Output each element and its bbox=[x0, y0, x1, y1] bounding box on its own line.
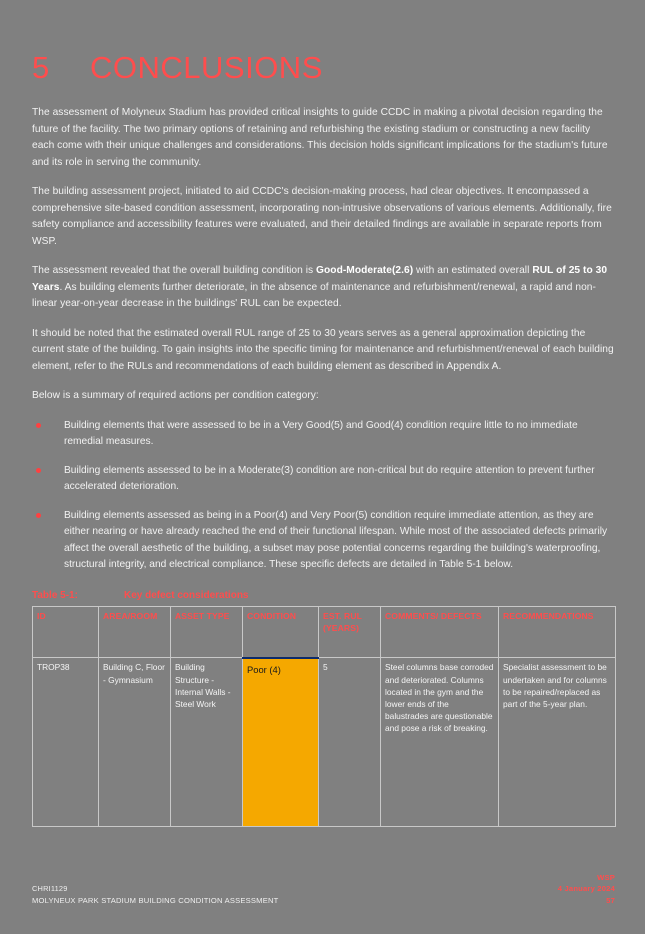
bullet-dot-icon bbox=[36, 423, 41, 428]
overall-rul-value: RUL of 25 to 30 Years bbox=[32, 265, 608, 293]
table-header-id: ID bbox=[33, 606, 99, 658]
footer-date: 4 January 2024 bbox=[557, 884, 615, 894]
bullet-dot-icon bbox=[36, 513, 41, 518]
paragraph-3-part-3: . As building elements further deteriorate, in the absence of maintenance and refurbishment/renewal, a rapid and non-linear year-on-year decrease in the buildings' RUL can be expected. bbox=[32, 281, 596, 310]
table-header-row bbox=[33, 606, 616, 658]
paragraph-3 bbox=[32, 263, 615, 313]
list-item-text: Building elements assessed to be in a Moderate(3) condition are non-critical but do require attention to prevent further accelerated deterioration. bbox=[64, 464, 595, 493]
page-footer bbox=[32, 872, 615, 906]
footer-right bbox=[558, 872, 615, 906]
table-header-est-rul: EST. RUL (YEARS) bbox=[319, 606, 381, 658]
page-title bbox=[32, 52, 615, 83]
table-header-condition: CONDITION bbox=[243, 606, 319, 658]
list-item-text: Building elements that were assessed to be in a Very Good(5) and Good(4) condition require little to no immediate remedial measures. bbox=[64, 419, 578, 448]
table-caption-text: Key defect considerations bbox=[124, 589, 249, 601]
table-header-comments: COMMENTS/ DEFECTS bbox=[381, 606, 499, 658]
condition-summary-list bbox=[32, 418, 615, 574]
bullet-dot-icon bbox=[36, 468, 41, 473]
table-row bbox=[33, 658, 616, 827]
paragraph-5: Below is a summary of required actions per condition category: bbox=[32, 390, 319, 402]
cell-condition: Poor (4) bbox=[243, 658, 319, 827]
list-item bbox=[32, 463, 615, 496]
footer-document-title: MOLYNEUX PARK STADIUM BUILDING CONDITION ASSESSMENT bbox=[32, 896, 279, 905]
key-defect-table bbox=[32, 606, 616, 827]
table-caption-label: Table 5-1: bbox=[32, 589, 78, 601]
list-item bbox=[32, 418, 615, 451]
footer-company: WSP bbox=[597, 872, 615, 882]
footer-project-code: CHRI1129 bbox=[32, 884, 68, 894]
paragraph-4: It should be noted that the estimated overall RUL range of 25 to 30 years serves as a general approximation depicting the current state of the building. To gain insights into the specific timing for maintenance and refurbishment/renewal of each building element, refer to the RULs and recommendations of each building element as described in Appendix A. bbox=[32, 327, 614, 372]
table-header-recommendations: RECOMMENDATIONS bbox=[499, 606, 616, 658]
list-item-text: Building elements assessed as being in a Poor(4) and Very Poor(5) condition require immediate attention, as they are either nearing or have already reached the end of their functional lifespan. While most of the associated defects primarily affect the overall aesthetic of the building, a subset may pose potential concerns regarding the building's waterproofing, structural integrity, and electrical compliance. These specific defects are detailed in Table 5-1 below. bbox=[64, 509, 608, 571]
paragraph-3-part-1: The assessment revealed that the overall building condition is bbox=[32, 265, 317, 277]
paragraph-3-part-2: with an estimated overall bbox=[413, 265, 533, 277]
list-item bbox=[32, 508, 615, 574]
cell-est-rul: 5 bbox=[319, 658, 381, 827]
cell-id: TROP38 bbox=[33, 658, 99, 827]
table-caption bbox=[32, 590, 615, 601]
table-header-asset-type: ASSET TYPE bbox=[171, 606, 243, 658]
footer-page-number: 57 bbox=[606, 895, 615, 905]
footer-left bbox=[32, 884, 278, 906]
overall-condition-value: Good-Moderate(2.6) bbox=[316, 265, 414, 277]
cell-area: Building C, Floor - Gymnasium bbox=[99, 658, 171, 827]
page-content bbox=[32, 52, 615, 827]
heading-text: CONCLUSIONS bbox=[90, 50, 323, 85]
paragraph-2: The building assessment project, initiated to aid CCDC's decision-making process, had clear objectives. It encompassed a comprehensive site-based condition assessment, incorporating non-intrusive observations of various elements. Additionally, fire safety compliance and accessibility features were evaluated, and their detailed findings are available in separate reports from WSP. bbox=[32, 186, 612, 247]
cell-asset-type: Building Structure - Internal Walls - Steel Work bbox=[171, 658, 243, 827]
paragraph-1: The assessment of Molyneux Stadium has provided critical insights to guide CCDC in making a pivotal decision regarding the future of the facility. The two primary options of retaining and refurbishing the existing stadium or constructing a new facility each come with their unique challenges and considerations. This decision holds significant implications for the stadium's future and its role in serving the community. bbox=[32, 107, 608, 168]
heading-number: 5 bbox=[32, 50, 50, 85]
cell-comments: Steel columns base corroded and deteriorated. Columns located in the gym and the lower ends of the balustrades are questionable and pose a risk of breaking. bbox=[381, 658, 499, 827]
table-header-area: AREA/ROOM bbox=[99, 606, 171, 658]
cell-recommendations: Specialist assessment to be undertaken and for columns to be repaired/replaced as part of the 5-year plan. bbox=[499, 658, 616, 827]
